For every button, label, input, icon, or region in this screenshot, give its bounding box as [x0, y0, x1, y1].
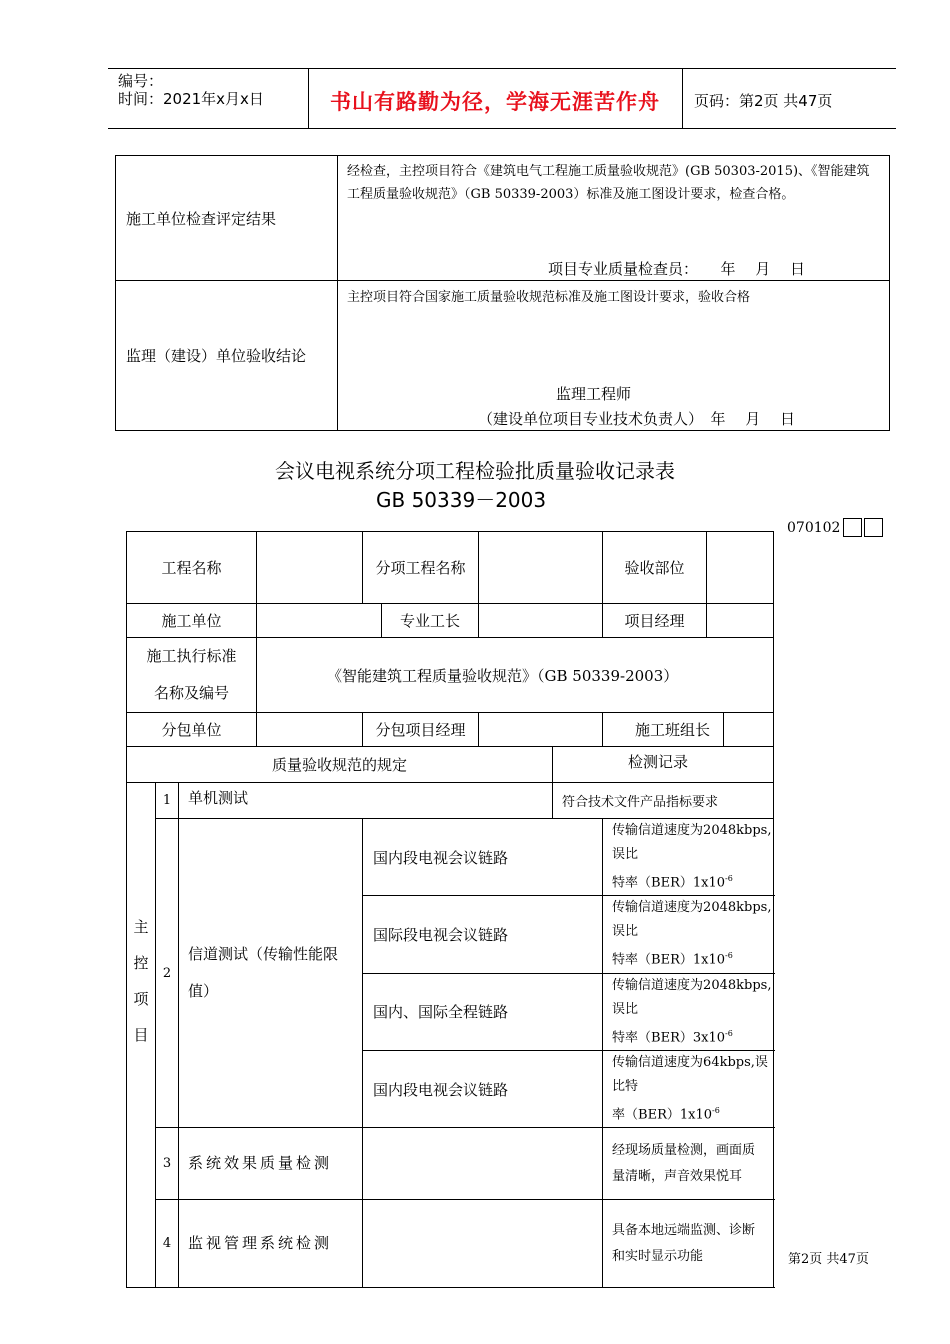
owner-signature: （建设单位项目专业技术负责人） 年 月 日	[478, 410, 796, 428]
channel-link: 国内段电视会议链路	[363, 819, 603, 896]
inspection-content	[338, 156, 890, 281]
project-manager-label: 项目经理	[603, 604, 707, 638]
item-number: 3	[156, 1128, 179, 1200]
team-leader-cell	[603, 713, 774, 747]
inspector-signature: 项目专业质量检查员： 年 月 日	[548, 260, 806, 278]
channel-link: 国内段电视会议链路	[363, 1050, 603, 1127]
engineer-signature: 监理工程师	[556, 385, 632, 403]
foreman-value[interactable]	[479, 604, 603, 638]
channel-record-line	[612, 1022, 773, 1050]
construction-unit-value[interactable]	[257, 604, 382, 638]
project-name-value[interactable]	[257, 532, 363, 604]
inspection-label: 施工单位检查评定结果	[116, 156, 338, 281]
item-record: 经现场质量检测，画面质量清晰，声音效果悦耳	[603, 1128, 774, 1200]
main-control-text: 主控项目	[133, 918, 149, 1044]
construction-unit-label: 施工单位	[127, 604, 257, 638]
channel-link: 国内、国际全程链路	[363, 973, 603, 1050]
ber-value: 特率（BER）3x10	[612, 1029, 726, 1045]
number-label: 编号：	[118, 72, 164, 90]
foreman-label: 专业工长	[382, 604, 479, 638]
sub-project-value[interactable]	[479, 532, 603, 604]
ber-exponent: -6	[712, 1105, 720, 1115]
channel-link: 国际段电视会议链路	[363, 896, 603, 973]
item-name: 监视管理系统检测	[179, 1200, 363, 1288]
project-name-label: 工程名称	[127, 532, 257, 604]
ber-value: 率（BER）1x10	[612, 1107, 713, 1123]
page-label: 页码：第2页 共47页	[694, 92, 833, 110]
spec-header: 质量验收规范的规定	[127, 747, 553, 783]
item-number: 2	[156, 819, 179, 1128]
channel-record-line	[612, 867, 773, 895]
header-divider	[308, 68, 309, 128]
header-top-rule	[108, 68, 896, 69]
project-manager-value[interactable]	[707, 604, 774, 638]
item-blank[interactable]	[363, 1128, 603, 1200]
ber-exponent: -6	[725, 874, 733, 883]
item-blank[interactable]	[363, 1200, 603, 1288]
channel-record-line	[612, 1099, 773, 1127]
form-title: 会议电视系统分项工程检验批质量验收记录表	[275, 459, 675, 483]
channel-record-line: 传输信道速度为2048kbps,误比	[612, 900, 772, 940]
inspection-result-table	[115, 155, 890, 431]
channel-record	[603, 896, 774, 973]
channel-record	[603, 1050, 774, 1127]
motto-text: 书山有路勤为径，学海无涯苦作舟	[330, 90, 660, 114]
ber-exponent: -6	[725, 951, 733, 961]
item-name: 信道测试（传输性能限值）	[179, 819, 363, 1128]
item-number: 4	[156, 1200, 179, 1288]
item-name: 系统效果质量检测	[179, 1128, 363, 1200]
standard-label: 施工执行标准名称及编号	[127, 638, 257, 713]
channel-record-line: 传输信道速度为2048kbps,误比	[612, 823, 772, 862]
channel-record	[603, 973, 774, 1050]
main-control-label	[127, 783, 156, 1288]
time-label: 时间：2021年x月x日	[118, 90, 264, 108]
form-standard: GB 50339－2003	[376, 488, 547, 512]
header-divider	[682, 68, 683, 128]
header-bottom-rule	[108, 128, 896, 129]
sub-pm-value[interactable]	[479, 713, 603, 747]
subcontractor-value[interactable]	[257, 713, 363, 747]
code-box[interactable]	[843, 518, 862, 537]
standard-value: 《智能建筑工程质量验收规范》（GB 50339-2003）	[257, 638, 774, 713]
channel-record	[603, 819, 774, 896]
team-leader-label: 施工班组长	[635, 721, 711, 739]
sub-pm-label: 分包项目经理	[363, 713, 479, 747]
ber-exponent: -6	[725, 1028, 733, 1038]
supervision-content	[338, 281, 890, 431]
item-number: 1	[156, 783, 179, 819]
form-code: 070102	[787, 520, 841, 536]
supervision-label: 监理（建设）单位验收结论	[116, 281, 338, 431]
ber-value: 特率（BER）1x10	[612, 875, 726, 891]
record-header: 检测记录	[553, 747, 774, 783]
code-box[interactable]	[864, 518, 883, 537]
item-record: 符合技术文件产品指标要求	[553, 783, 774, 819]
cell-divider	[723, 713, 724, 746]
inspection-text: 经检查，主控项目符合《建筑电气工程施工质量验收规范》(GB 50303-2015)、《智能建筑工程质量验收规范》（GB 50339-2003）标准及施工图设计要求，检查合格。	[347, 164, 870, 202]
item-name: 单机测试	[179, 783, 553, 819]
channel-record-line	[612, 944, 773, 972]
supervision-text: 主控项目符合国家施工质量验收规范标准及施工图设计要求，验收合格	[347, 290, 751, 305]
acceptance-part-label: 验收部位	[603, 532, 707, 604]
sub-project-label: 分项工程名称	[363, 532, 479, 604]
item-record: 具备本地远端监测、诊断和实时显示功能	[603, 1200, 774, 1288]
channel-record-line: 传输信道速度为2048kbps,误比	[612, 977, 772, 1017]
channel-record-line: 传输信道速度为64kbps,误比特	[612, 1054, 768, 1094]
acceptance-form-table	[126, 531, 774, 1288]
ber-value: 特率（BER）1x10	[612, 952, 726, 968]
page-footer: 第2页 共47页	[788, 1252, 869, 1267]
subcontractor-label: 分包单位	[127, 713, 257, 747]
acceptance-part-value[interactable]	[707, 532, 774, 604]
